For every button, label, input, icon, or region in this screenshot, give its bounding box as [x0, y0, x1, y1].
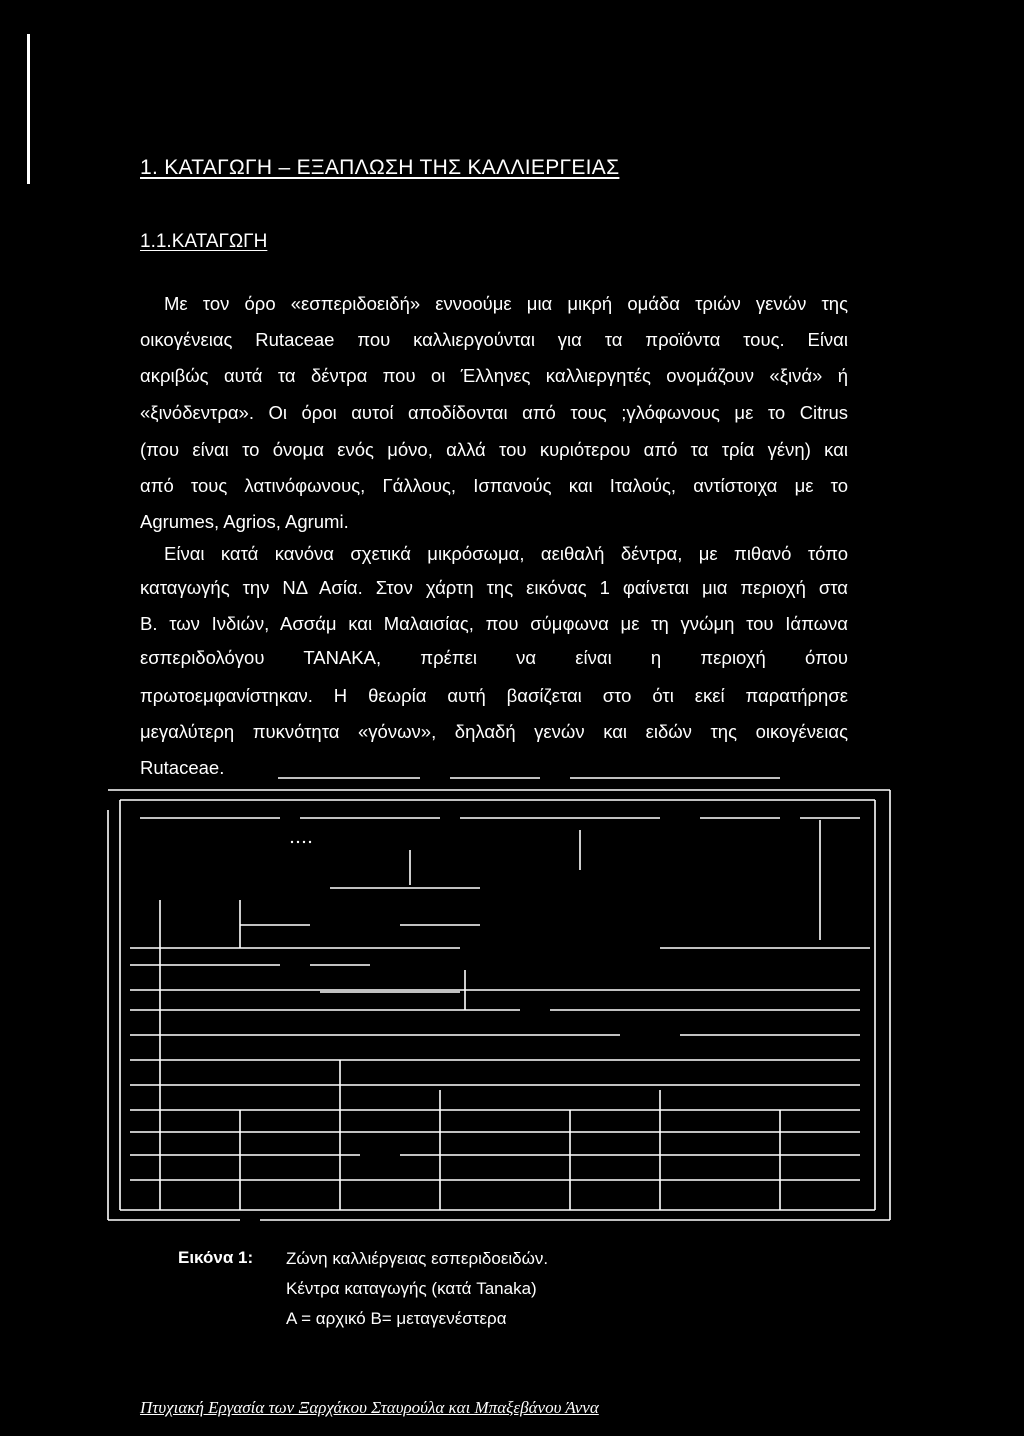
paragraph-line: «ξινόδεντρα». Οι όροι αυτοί αποδίδονται από τους ;γλόφωνους με το Citrus — [140, 402, 848, 423]
paragraph-line: Β. των Ινδιών, Ασσάμ και Μαλαισίας, που σύμφωνα με τη γνώμη του Ιάπωνα — [140, 613, 848, 634]
paragraph-line: πρωτοεμφανίστηκαν. Η θεωρία αυτή βασίζεται στο ότι εκεί παρατήρησε — [140, 685, 848, 706]
margin-line — [27, 34, 30, 184]
paragraph-line: Agrumes, Agrios, Agrumi. — [140, 511, 349, 532]
paragraph-line: Με τον όρο «εσπεριδοειδή» εννοούμε μια μικρή ομάδα τριών γενών της — [164, 293, 848, 314]
chapter-heading: 1. ΚΑΤΑΓΩΓΗ – ΕΞΑΠΛΩΣΗ ΤΗΣ ΚΑΛΛΙΕΡΓΕΙΑΣ — [140, 156, 620, 179]
figure-caption-line: Κέντρα καταγωγής (κατά Tanaka) — [286, 1279, 537, 1298]
paragraph-line: ακριβώς αυτά τα δέντρα που οι Έλληνες καλλιεργητές ονομάζουν «ξινά» ή — [140, 365, 848, 386]
section-heading: 1.1.ΚΑΤΑΓΩΓΗ — [140, 231, 268, 252]
paragraph-line: μεγαλύτερη πυκνότητα «γόνων», δηλαδή γενών και ειδών της οικογένειας — [140, 721, 848, 742]
paragraph-line: Rutaceae. — [140, 757, 225, 778]
figure-label: Εικόνα 1: — [178, 1248, 254, 1267]
paragraph-line: οικογένειας Rutaceae που καλλιεργούνται για τα προϊόντα τους. Είναι — [140, 329, 848, 350]
figure-caption-line: Α = αρχικό Β= μεταγενέστερα — [286, 1309, 507, 1328]
paragraph-line: από τους λατινόφωνους, Γάλλους, Ισπανούς και Ιταλούς, αντίστοιχα με το — [140, 475, 848, 496]
paragraph-line: εσπεριδολόγου ΤΑΝΑΚΑ, πρέπει να είναι η περιοχή όπου — [140, 647, 848, 668]
paragraph-line: (που είναι το όνομα ενός μόνο, αλλά του κυριότερου από τα τρία γένη) και — [140, 439, 848, 460]
paragraph-line: Είναι κατά κανόνα σχετικά μικρόσωμα, αειθαλή δέντρα, με πιθανό τόπο — [164, 543, 848, 564]
map-figure — [100, 770, 900, 1240]
page-footer: Πτυχιακή Εργασία των Ξαρχάκου Σταυρούλα και Μπαξεβάνου Άννα — [140, 1398, 599, 1417]
figure-caption-line: Ζώνη καλλιέργειας εσπεριδοειδών. — [286, 1249, 549, 1268]
paragraph-line: καταγωγής την ΝΔ Ασία. Στον χάρτη της εικόνας 1 φαίνεται μια περιοχή στα — [140, 577, 848, 598]
